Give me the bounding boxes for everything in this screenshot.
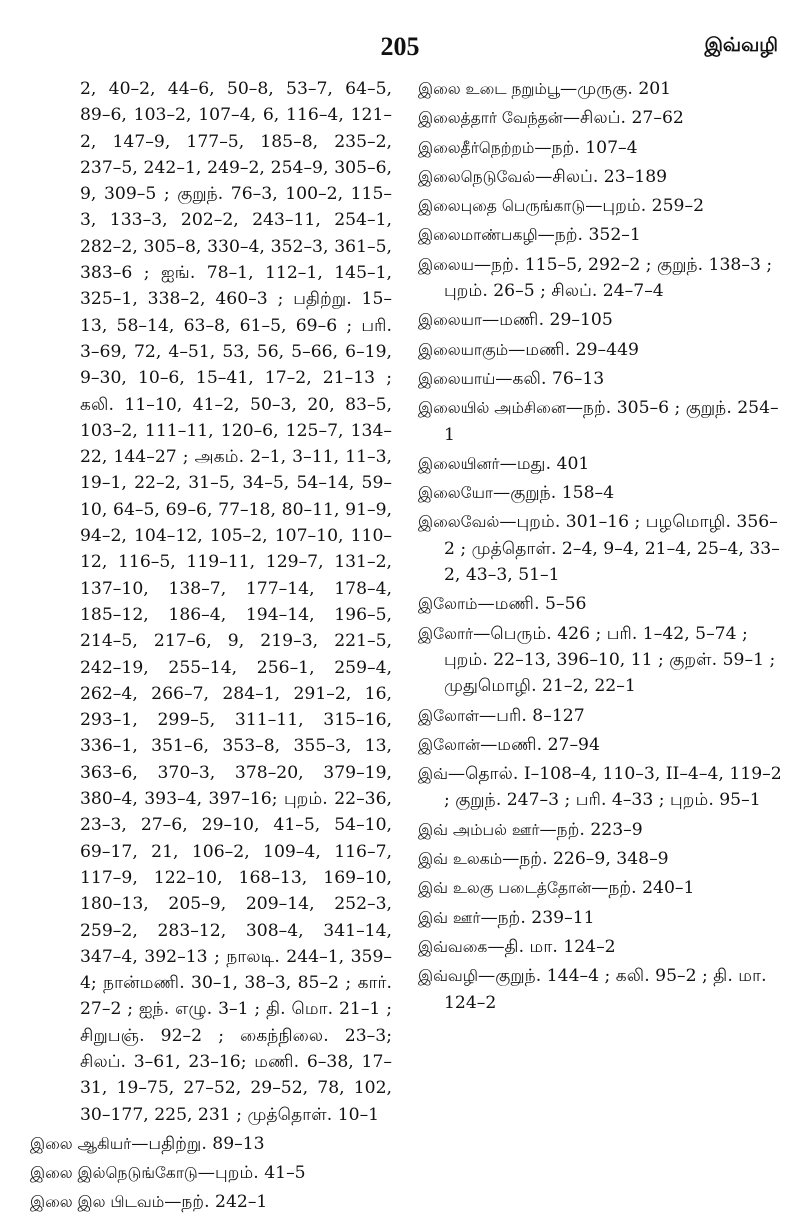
entry-headword: இலைத்தார் வேந்தன் — [418, 109, 563, 128]
entry-references: —நற். 242–1 — [164, 1192, 268, 1213]
entry-references: —நற். 352–1 — [537, 225, 641, 246]
entry-references: —மணி. 29–105 — [482, 310, 613, 331]
index-entry — [418, 451, 783, 477]
entry-headword: இவ் ஊர் — [418, 908, 481, 927]
running-head: இவ்வழி — [704, 34, 778, 56]
index-entry — [418, 934, 783, 960]
entry-references: —தொல். I–108–4, 110–3, II–4–4, 119–2 ; குறுந். 247–3 ; பரி. 4–33 ; புறம். 95–1 — [444, 764, 782, 811]
entry-references: —நற். 240–1 — [591, 878, 695, 899]
index-entry — [418, 366, 783, 392]
index-entry — [418, 164, 783, 190]
index-entry — [418, 846, 783, 872]
index-entry — [418, 76, 783, 102]
entry-references: —குறுந். 158–4 — [493, 483, 615, 504]
entry-references: —சிலப். 23–189 — [535, 166, 668, 187]
entry-headword: இலைய — [418, 255, 474, 274]
entry-headword: இலைநெடுவேல் — [418, 167, 536, 186]
index-entry — [418, 509, 783, 588]
index-entry — [418, 905, 783, 931]
entry-headword: இலோள் — [418, 706, 480, 725]
index-entry — [418, 480, 783, 506]
left-entry-list — [30, 1131, 392, 1216]
index-entry — [30, 1189, 392, 1215]
index-entry — [418, 307, 783, 333]
entry-references: —நற். 305–6 ; குறுந். 254–1 — [444, 398, 779, 445]
index-entry — [418, 621, 783, 700]
entry-references: —நற். 223–9 — [539, 819, 643, 840]
index-entry — [418, 395, 783, 448]
entry-references: —பெரும். 426 ; பரி. 1–42, 5–74 ; புறம். 22–13, 396–10, 11 ; குறள். 59–1 ; முதுமொழி. 21–2, 22–1 — [444, 623, 776, 697]
entry-references: —நற். 115–5, 292–2 ; குறுந். 138–3 ; புறம். 26–5 ; சிலப். 24–7–4 — [444, 254, 773, 302]
entry-headword: இலோர் — [418, 624, 474, 643]
index-entry — [418, 337, 783, 363]
entry-headword: இலையாகும் — [418, 340, 509, 359]
entry-headword: இலையில் அம்சினை — [418, 399, 566, 418]
entry-headword: இலோன் — [418, 735, 481, 754]
index-entry — [418, 875, 783, 901]
entry-headword: இலைமாண்பகழி — [418, 226, 538, 245]
entry-references: —தி. மா. 124–2 — [487, 936, 616, 957]
index-entry — [418, 105, 783, 131]
index-entry — [418, 761, 783, 814]
entry-references: —முருகு. 201 — [560, 79, 672, 99]
entry-headword: இலை இல்நெடுங்கோடு — [30, 1164, 198, 1183]
index-entry — [418, 193, 783, 219]
entry-headword: இலையா — [418, 311, 482, 330]
entry-references: —பதிற்று. 89–13 — [131, 1133, 265, 1154]
index-entry — [30, 1160, 392, 1186]
entry-references: —நற். 239–11 — [480, 907, 595, 928]
index-entry — [418, 732, 783, 758]
entry-headword: இலை இல பிடவம் — [30, 1193, 165, 1212]
index-entry — [418, 817, 783, 843]
entry-headword: இவ்வகை — [418, 937, 488, 956]
entry-references: —மணி. 29–449 — [508, 339, 639, 360]
entry-references: —சிலப். 27–62 — [562, 108, 684, 129]
entry-references: —மணி. 5–56 — [477, 594, 587, 615]
continuation-refs: 2, 40–2, 44–6, 50–8, 53–7, 64–5, 89–6, 103–2, 107–4, 6, 116–4, 121–2, 147–9, 177–5, 185–8, 235–2, 237–5, 242–1, 249–2, 254–9, 305–6, 9, 309–5 ; குறுந். 76–3, 100–2, 115–3, 133–3, 202–2, 243–11, 254–1, 282–2, 305–8, 330–4, 352–3, 361–5, 383–6 ; ஐங். 78–1, 112–1, 145–1, 325–1, 338–2, 460–3 ; பதிற்று. 15–13, 58–14, 63–8, 61–5, 69–6 ; பரி. 3–69, 72, 4–51, 53, 56, 5–66, 6–19, 9–30, 10–6, 15–41, 17–2, 21–13 ; கலி. 11–10, 41–2, 50–3, 20, 83–5, 103–2, 111–11, 120–6, 125–7, 134–22, 144–27 ; அகம். 2–1, 3–11, 11–3, 19–1, 22–2, 31–5, 34–5, 54–14, 59–10, 64–5, 69–6, 77–18, 80–11, 91–9, 94–2, 104–12, 105–2, 107–10, 110–12, 116–5, 119–11, 129–7, 131–2, 137–10, 138–7, 177–14, 178–4, 185–12, 186–4, 194–14, 196–5, 214–5, 217–6, 9, 219–3, 221–5, 242–19, 255–14, 256–1, 259–4, 262–4, 266–7, 284–1, 291–2, 16, 293–1, 299–5, 311–11, 315–16, 336–1, 351–6, 353–8, 355–3, 13, 363–6, 370–3, 378–20, 379–19, 380–4, 393–4, 397–16; புறம். 22–36, 23–3, 27–6, 29–10, 41–5, 54–10, 69–17, 21, 106–2, 109–4, 116–7, 117–9, 122–10, 168–13, 169–10, 180–13, 205–9, 209–14, 252–3, 259–2, 283–12, 308–4, 341–14, 347–4, 392–13 ; நாலடி. 244–1, 359–4; நான்மணி. 30–1, 38–3, 85–2 ; கார். 27–2 ; ஐந். எழு. 3–1 ; தி. மொ. 21–1 ; சிறுபஞ். 92–2 ; கைந்நிலை. 23–3; சிலப். 3–61, 23–16; மணி. 6–38, 17–31, 19–75, 27–52, 29–52, 78, 102, 30–177, 225, 231 ; முத்தொள். 10–1 — [80, 79, 392, 1125]
index-entry — [418, 252, 783, 305]
entry-references: —மணி. 27–94 — [480, 734, 600, 755]
entry-headword: இலையினர் — [418, 454, 500, 473]
right-column — [418, 76, 783, 1019]
entry-references: —புறம். 41–5 — [197, 1163, 306, 1184]
entry-headword: இவ் — [418, 765, 448, 784]
index-entry — [418, 135, 783, 161]
entry-references: —புறம். 301–16 ; பழமொழி. 356–2 ; முத்தொள். 2–4, 9–4, 21–4, 25–4, 33–2, 43–3, 51–1 — [444, 512, 780, 586]
entry-headword: இவ் உலகு படைத்தோன் — [418, 879, 592, 898]
entry-references: —கலி. 76–13 — [495, 368, 605, 389]
entry-headword: இலையாய் — [418, 369, 496, 388]
entry-headword: இலைவேல் — [418, 513, 500, 532]
entry-references: —நற். 226–9, 348–9 — [502, 849, 669, 870]
index-entry — [418, 703, 783, 729]
right-entry-list — [418, 76, 783, 1016]
left-column — [30, 76, 392, 1219]
entry-headword: இலைபுதை பெருங்காடு — [418, 197, 586, 216]
index-entry — [418, 963, 783, 1016]
entry-headword: இலோம் — [418, 595, 478, 614]
entry-references: —புறம். 259–2 — [585, 196, 705, 217]
index-entry — [30, 1131, 392, 1157]
entry-headword: இவ் உலகம் — [418, 850, 503, 869]
entry-headword: இவ்வழி — [418, 967, 479, 986]
entry-references: —நற். 107–4 — [534, 137, 638, 158]
entry-headword: இலை ஆகியர் — [30, 1134, 132, 1153]
page-number: 205 — [380, 32, 420, 61]
entry-headword: இவ் அம்பல் ஊர் — [418, 820, 540, 839]
page-header — [0, 28, 800, 68]
index-entry — [418, 591, 783, 617]
index-entry — [418, 222, 783, 248]
entry-references: —குறுந். 144–4 ; கலி. 95–2 ; தி. மா. 124–2 — [444, 966, 767, 1013]
entry-headword: இலைதீர்நெற்றம் — [418, 138, 535, 157]
entry-headword: இலை உடை நறும்பூ — [418, 80, 561, 98]
entry-headword: இலையோ — [418, 484, 494, 503]
entry-references: —மது. 401 — [499, 453, 590, 474]
entry-references: —பரி. 8–127 — [479, 705, 585, 726]
